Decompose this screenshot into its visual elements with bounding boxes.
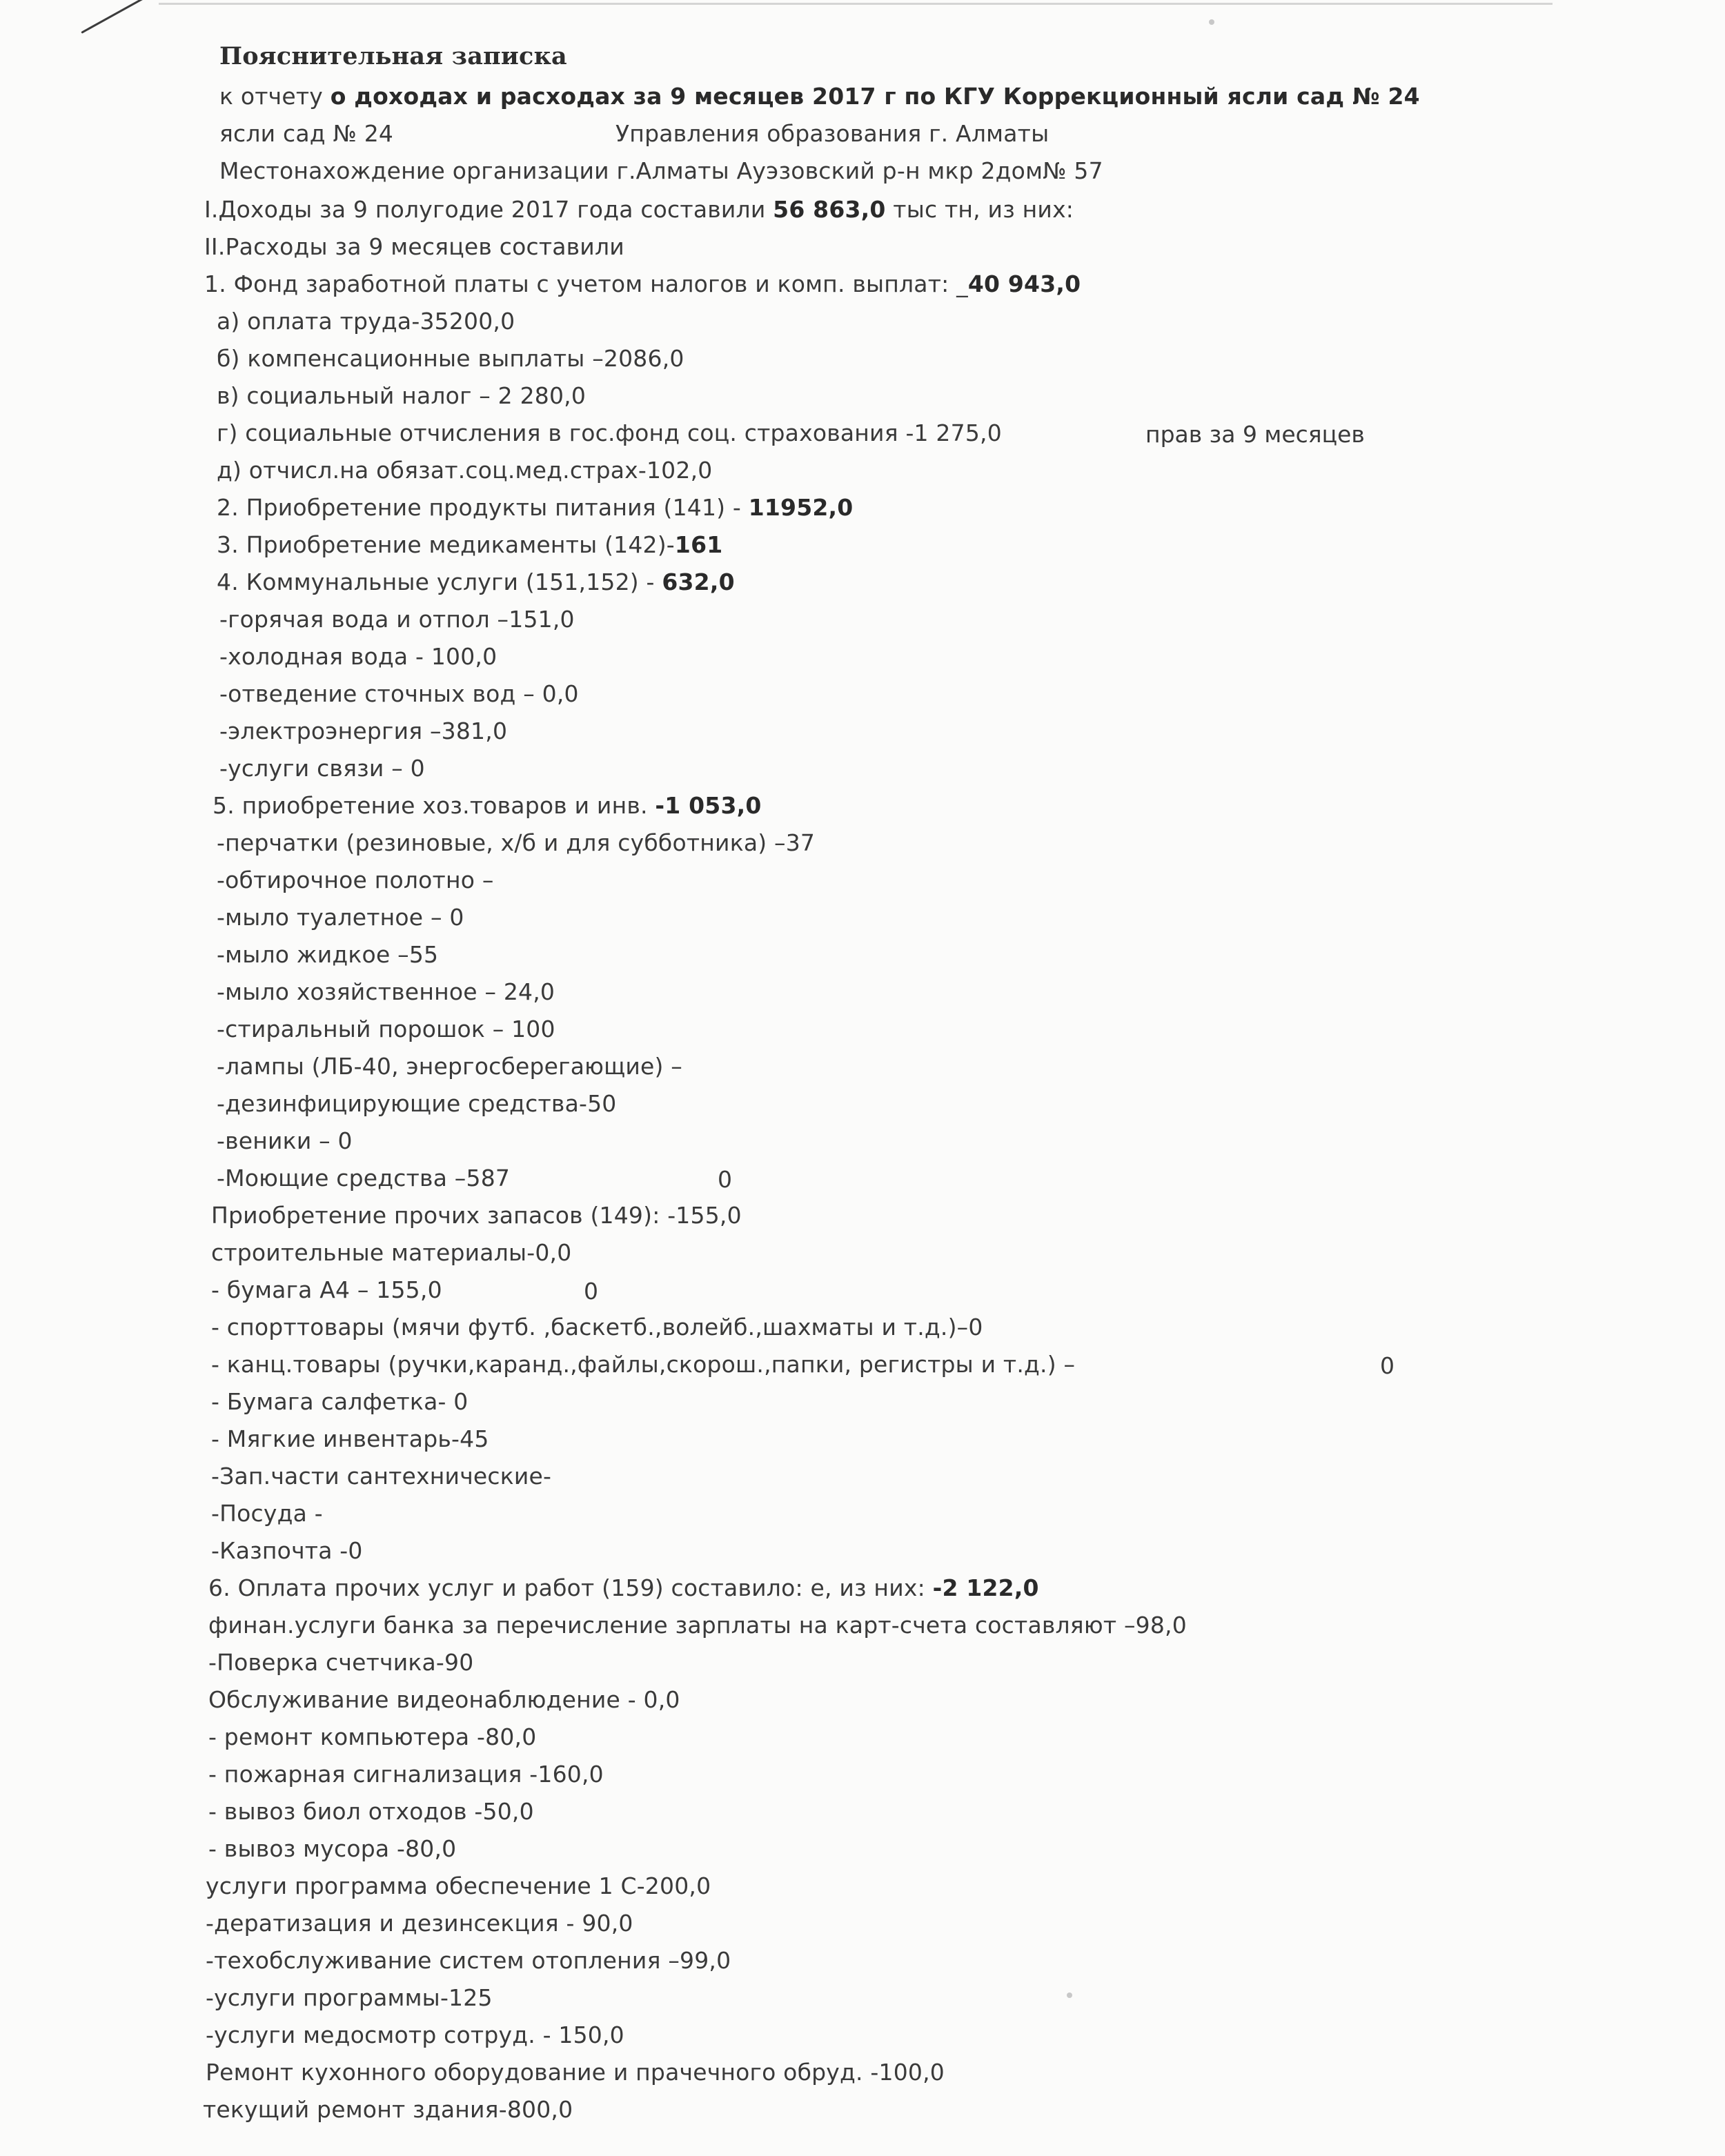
services-item: -техобслуживание систем отопления –99,0	[206, 1947, 731, 1974]
household-item: -стиральный порошок – 100	[217, 1016, 555, 1042]
utilities-item: -холодная вода - 100,0	[219, 643, 497, 670]
other-stock-line: Приобретение прочих запасов (149): -155,0	[211, 1202, 742, 1229]
services-label: 6. Оплата прочих услуг и работ (159) составило: е, из них:	[208, 1574, 933, 1601]
income-value: 56 863,0	[773, 196, 886, 223]
meds-label: 3. Приобретение медикаменты (142)-	[217, 531, 675, 558]
paper-a4: - бумага А4 – 155,0	[211, 1276, 442, 1303]
utilities-item: -услуги связи – 0	[219, 755, 425, 782]
services-item: -услуги медосмотр сотруд. - 150,0	[206, 2021, 624, 2048]
other-stock-item: -Казпочта -0	[211, 1537, 363, 1564]
salary-value: 40 943,0	[967, 270, 1081, 297]
side-value: 0	[1380, 1352, 1394, 1379]
building-materials: строительные материалы-0,0	[211, 1239, 572, 1266]
salary-item: а) оплата труда-35200,0	[217, 308, 515, 335]
utilities-value: 632,0	[662, 568, 735, 595]
other-stock-item: - Бумага салфетка- 0	[211, 1388, 469, 1415]
stationery: - канц.товары (ручки,каранд.,файлы,скорош.,папки, регистры и т.д.) –	[211, 1351, 1076, 1378]
utilities-line	[217, 568, 735, 596]
services-item: Обслуживание видеонаблюдение - 0,0	[208, 1686, 680, 1713]
department: Управления образования г. Алматы	[615, 120, 1049, 147]
household-item: -мыло туалетное – 0	[217, 904, 464, 931]
meds-value: 161	[674, 531, 723, 558]
household-item: -лампы (ЛБ-40, энергосберегающие) –	[217, 1053, 682, 1080]
services-item: - вывоз мусора -80,0	[208, 1835, 457, 1862]
household-value: -1 053,0	[655, 792, 762, 819]
food-value: 11952,0	[748, 494, 854, 521]
services-item: - вывоз биол отходов -50,0	[208, 1798, 534, 1825]
meds-line	[217, 531, 722, 559]
income-label: I.Доходы за 9 полугодие 2017 года составили	[204, 196, 773, 223]
utilities-item: -отведение сточных вод – 0,0	[219, 680, 579, 707]
utilities-item: -электроэнергия –381,0	[219, 718, 508, 744]
scan-speck	[1209, 19, 1214, 25]
services-line	[208, 1574, 1039, 1602]
other-stock-item: -Зап.части сантехнические-	[211, 1463, 552, 1490]
other-stock-item: -Посуда -	[211, 1500, 323, 1527]
household-item: -мыло хозяйственное – 24,0	[217, 978, 555, 1005]
household-item: -веники – 0	[217, 1127, 353, 1154]
household-item: -дезинфицирующие средства-50	[217, 1090, 617, 1117]
household-item: -мыло жидкое –55	[217, 941, 439, 968]
services-item: - пожарная сигнализация -160,0	[208, 1761, 604, 1788]
header-report-title: о доходах и расходах за 9 месяцев 2017 г по КГУ Коррекционный ясли сад № 24	[330, 83, 1420, 110]
salary-line	[204, 270, 1081, 298]
services-item: -Поверка счетчика-90	[208, 1649, 474, 1676]
document-title: Пояснительная записка	[219, 42, 567, 70]
pen-stroke-mark	[81, 0, 163, 34]
services-item: -услуги программы-125	[206, 1984, 493, 2011]
salary-item: в) социальный налог – 2 280,0	[217, 382, 586, 409]
header-prefix: к отчету	[219, 83, 331, 110]
household-line	[213, 792, 762, 820]
location-line: Местонахождение организации г.Алматы Ауэзовский р-н мкр 2дом№ 57	[219, 157, 1103, 184]
household-item: -перчатки (резиновые, х/б и для субботника) –37	[217, 829, 816, 856]
expenses-heading: II.Расходы за 9 месяцев составили	[204, 233, 624, 260]
salary-item: д) отчисл.на обязат.соц.мед.страх-102,0	[217, 457, 713, 484]
services-item: текущий ремонт здания-800,0	[203, 2096, 573, 2123]
services-item: услуги программа обеспечение 1 С-200,0	[206, 1872, 711, 1899]
scan-speck	[1067, 1992, 1072, 1998]
household-item: -Моющие средства –587	[217, 1165, 511, 1191]
other-stock-item: - Мягкие инвентарь-45	[211, 1425, 489, 1452]
services-item: финан.услуги банка за перечисление зарплаты на карт-счета составляют –98,0	[208, 1612, 1187, 1639]
services-item: - ремонт компьютера -80,0	[208, 1723, 537, 1750]
salary-item: г) социальные отчисления в гос.фонд соц. страхования -1 275,0	[217, 419, 1002, 446]
header-line	[219, 83, 1420, 110]
utilities-label: 4. Коммунальные услуги (151,152) -	[217, 568, 662, 595]
services-item: Ремонт кухонного оборудование и прачечного обруд. -100,0	[206, 2059, 945, 2086]
institution-short: ясли сад № 24	[219, 120, 394, 147]
side-value: 0	[584, 1278, 598, 1305]
services-item: -дератизация и дезинсекция - 90,0	[206, 1910, 633, 1937]
salary-item: б) компенсационные выплаты –2086,0	[217, 345, 684, 372]
services-value: -2 122,0	[932, 1574, 1039, 1601]
household-item: -обтирочное полотно –	[217, 867, 494, 893]
utilities-item: -горячая вода и отпол –151,0	[219, 606, 575, 633]
sports-goods: - спорттовары (мячи футб. ,баскетб.,волейб.,шахматы и т.д.)–0	[211, 1314, 983, 1341]
food-label: 2. Приобретение продукты питания (141) -	[217, 494, 749, 521]
income-suffix: тыс тн, из них:	[885, 196, 1074, 223]
salary-label: 1. Фонд заработной платы с учетом налогов и комп. выплат: _	[204, 270, 968, 297]
household-label: 5. приобретение хоз.товаров и инв.	[213, 792, 656, 819]
income-line	[204, 196, 1074, 224]
food-line	[217, 494, 853, 522]
scan-edge-line	[159, 3, 1552, 5]
side-note: прав за 9 месяцев	[1145, 421, 1365, 448]
side-value: 0	[718, 1166, 732, 1193]
